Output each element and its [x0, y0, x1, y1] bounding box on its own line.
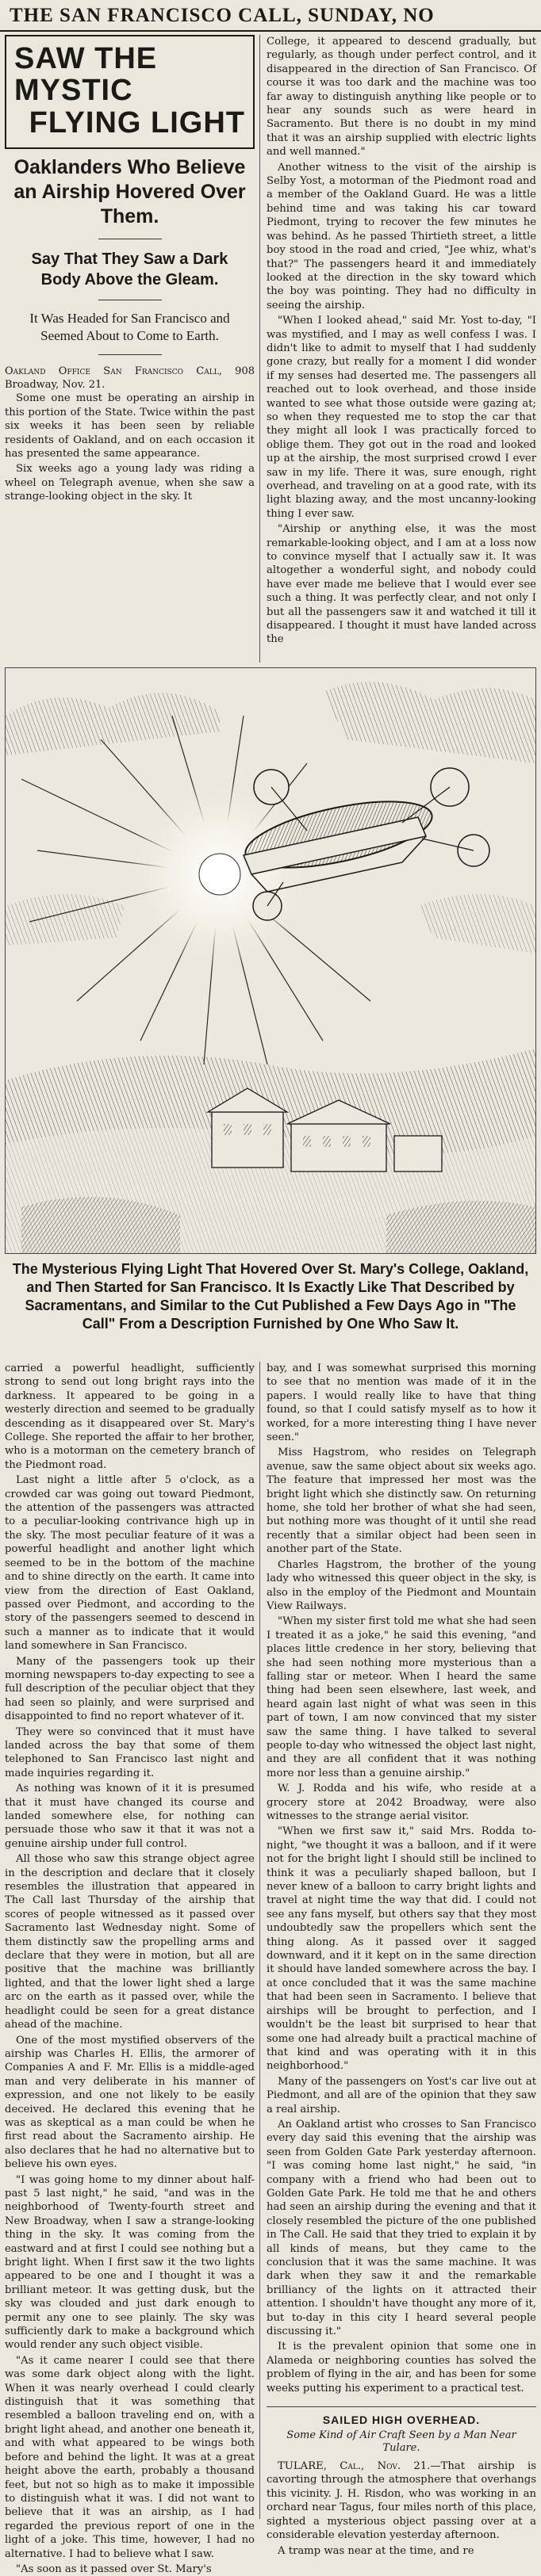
second-story-paragraph: A tramp was near at the time, and re	[278, 2544, 474, 2557]
airship-drawing	[6, 668, 535, 1253]
paragraph: It is the prevalent opinion that some one in Alameda or neighboring counties has solved the problem of flying in the air, and has been for some weeks putting his experiment to a practical test.	[267, 2341, 536, 2394]
dateline	[5, 365, 255, 392]
paragraph: As nothing was known of it it is presumed that it must have changed its course and landed somewhere else, for nothing can persuade those who saw it that it was not a genuine airship under full control.	[5, 1783, 255, 1850]
left-column-top	[5, 35, 260, 663]
paragraph: They were so convinced that it must have landed across the bay that some of them telephoned to San Francisco last night and made inquiries regarding it.	[5, 1726, 255, 1779]
masthead: THE SAN FRANCISCO CALL, SUNDAY, NO	[0, 0, 541, 32]
paragraph: Miss Hagstrom, who resides on Telegraph avenue, saw the same object about six weeks ago. The feature that impressed her most was the bright light which she distinctly saw. On returning home, she told her brother of what she had seen, but nothing more was thought of it until she read recently that a similar object had been seen in another part of the State.	[267, 1447, 536, 1556]
paragraph: Many of the passengers on Yost's car live out at Piedmont, and all are of the opinion that they saw a real airship.	[267, 2075, 536, 2115]
paragraph: One of the most mystified observers of the airship was Charles H. Ellis, the armorer of Companies A and F. Mr. Ellis is a middle-aged man and very deliberate in his manner of expression, and one not likely to be easily deceived. He declared this evening that he was as skeptical as a man could be when he first read about the Sacramento airship. He also declares that he had no alternative but to believe his own eyes.	[5, 2034, 255, 2171]
paragraph: "When we first saw it," said Mrs. Rodda to-night, "we thought it was a balloon, and if it were not for the bright light I should still be inclined to think it was a peculiarly shaped balloon, but I never knew of a balloon to carry bright lights and travel at night time the way that did. I could not see any fans myself, but others say that they most undoubtedly saw the propellers which sent the thing along. As it passed over it sagged downward, and it it kept on in the same direction it should have landed somewhere across the bay. I at once concluded that it was the same machine that had been seen in Sacramento. I believe that airships will be brought to perfection, and I wouldn't be the least bit surprised to hear that some one had already built a practical machine of that kind and was operating with it in this neighborhood."	[267, 1825, 536, 2073]
second-story-deck: Some Kind of Air Craft Seen by a Man Near Tulare.	[286, 2429, 516, 2455]
paragraph: carried a powerful headlight, sufficiently strong to send out long bright rays into the darkness. It appeared to be going in a westerly direction and seemed to be gradually descending as it disappeared over St. Mary's College. She reported the affair to her brother, who is a motorman on the cemetery branch of the Piedmont road.	[5, 1363, 255, 1471]
paragraph: "As soon as it passed over St. Mary's	[16, 2563, 212, 2575]
paragraph: bay, and I was somewhat surprised this morning to see that no mention was made of it in the papers. I would really like to have that thing found, so that I could satisfy myself as to how it worked, for a more interesting thing I have never seen."	[267, 1363, 536, 1444]
deck-primary: Oaklanders Who Believe an Airship Hovered Over Them.	[13, 156, 246, 227]
paragraph: Six weeks ago a young lady was riding a wheel on Telegraph avenue, when she saw a strange-looking object in the sky. It	[5, 463, 255, 503]
right-column-top	[267, 35, 536, 663]
landscape	[6, 1049, 535, 1253]
left-column-bottom	[5, 1362, 260, 2575]
second-story-headline: SAILED HIGH OVERHEAD.	[267, 2406, 536, 2426]
paragraph: "When I looked ahead," said Mr. Yost to-day, "I was mystified, and I may as well confess I was. I didn't like to admit to myself that I had suddenly gone crazy, but really for a moment I did wonder if my senses had deserted me. The passengers all reached out to look overhead, and those inside wanted to see what those outside were gazing at; so when they requested me to stop the car that they might all look I was practically forced to oblige them. They got out in the road and looked up at the airship, the most surprised crowd I ever saw in my life. There it was, sure enough, right overhead, and traveling on at a good rate, with its light blazing away, and the most uncanny-looking thing I ever saw.	[267, 315, 536, 520]
paragraph: "I was going home to my dinner about half-past 5 last night," he said, "and was in the neighborhood of Twenty-fourth street and New Broadway, when I saw a strange-looking thing in the sky. It was coming from the eastward and at first I could see nothing but a bright light. When I first saw it the two lights appeared to be one and I thought it was a brilliant meteor. It was getting dusk, but the sky was clouded and just dark enough to permit any one to see plainly. The sky was sufficiently dark to make a background which would render any such object visible.	[5, 2173, 255, 2352]
airship-illustration	[5, 667, 536, 1254]
paragraph: Many of the passengers took up their morning newspapers to-day expecting to see a full description of the peculiar object that they had seen so plainly, and were surprised and disappointed to find no report whatever of it.	[5, 1655, 255, 1723]
second-story-dateline: TULARE, Cal., Nov. 21.	[278, 2460, 431, 2473]
paragraph: Last night a little after 5 o'clock, as a crowded car was going out toward Piedmont, the attention of the passengers was attracted to a peculiar-looking contrivance high up in the sky. The most peculiar feature of it was a powerful headlight and another light which seemed to be in the bottom of the machine and to shine directly on the earth. It came into view from the direction of East Oakland, passed over Piedmont, and according to the story of the passengers seemed to descend in such a manner as to indicate that it would land somewhere in San Francisco.	[5, 1474, 255, 1653]
second-story-paragraph	[267, 2459, 536, 2542]
paragraph: "As it came nearer I could see that there was some dark object along with the light. When it was nearly overhead I could clearly distinguish that it was something that resembled a balloon traveling end on, with a bright light ahead, and another one beneath it, and with what appeared to be wings both before and behind the light. It was at a great height above the earth, probably a thousand feet, but not so high as to make it impossible to distinguish what it was. I did not want to believe that it was an airship, as I had regarded the previous report of one in the light of a joke. This time, however, I had no alternative. I had to believe what I saw.	[5, 2354, 255, 2560]
paragraph: All those who saw this strange object agree in the description and declare that it closely resembles the illustration that appeared in The Call last Thursday of the airship that scores of people witnessed as it passed over Sacramento last Wednesday night. Some of them distinctly saw the propelling arms and declare that they were in motion, but all are positive that the machine was brilliantly lighted, and that the lower light shed a large arc on the earth as it passed over, while the headlight could be seen for a great distance ahead of the machine.	[5, 1853, 255, 2031]
paragraph: "When my sister first told me what she had seen I treated it as a joke," he said this evening, "and places little credence in her story, believing that she had seen nothing more mysterious than a falling star or meteor. When I heard the same thing had been seen elsewhere, last week, and heard again last night of what was seen in this part of town, I am now convinced that my sister saw the same thing. I have talked to several people to-day who witnessed the object last night, and they are all confident that it was nothing more nor less than a genuine airship."	[267, 1615, 536, 1779]
headline-line-2: FLYING LIGHT	[29, 106, 245, 140]
right-column-bottom	[267, 1362, 537, 2557]
second-story-lead: —That airship is cavorting through the atmosphere that overhangs this vicinity. J. H. Risdon, who was working in an orchard near Tagus, four miles north of this place, sighted a mysterious object passing over at a considerable elevation yesterday afternoon.	[267, 2460, 537, 2542]
deck-tertiary: It Was Headed for San Francisco and Seemed About to Come to Earth.	[29, 311, 230, 343]
paragraph: Another witness to the visit of the airship is Selby Yost, a motorman of the Piedmont road and a member of the Oakland Guard. He was a little behind time and was taking his car toward Piedmont, trying to recover the few minutes he was behind. As he passed Thirtieth street, a little boy stood in the road and cried, "Jee whiz, what's that?" The passengers heard it and immediately looked at the direction in the sky toward which the boy was pointing. They had no difficulty in seeing the airship.	[267, 161, 536, 311]
illustration-caption: The Mysterious Flying Light That Hovered Over St. Mary's College, Oakland, and Then Started for San Francisco. It Is Exactly Like That Described by Sacramentans, and Similar to the Cut Published a Few Days Ago in "The Call" From a Description Furnished by One Who Saw It.	[12, 1261, 529, 1332]
deck-secondary: Say That They Saw a Dark Body Above the Gleam.	[31, 250, 228, 289]
headline-line-1: SAW THE MYSTIC	[14, 42, 158, 107]
paragraph: W. J. Rodda and his wife, who reside at a grocery store at 2042 Broadway, were also witnesses to the strange aerial visitor.	[267, 1783, 536, 1822]
dateline-text: 908 Broadway, Nov. 21.	[5, 365, 255, 392]
paragraph: "Airship or anything else, it was the most remarkable-looking object, and I am at a loss now to convince myself that I actually saw it. It was altogether a wonderful sight, and nobody could have ever made me believe that I would ever see such a thing. It was perfectly clear, and not only I but all the passengers saw it and watched it till it disappeared. I thought it must have landed across the	[267, 523, 536, 646]
paragraph: Some one must be operating an airship in this portion of the State. Twice within the past six weeks it has been seen by reliable residents of Oakland, and on each occasion it has presented the same appearance.	[5, 392, 255, 461]
dateline-place: Oakland Office San Francisco Call,	[5, 365, 222, 377]
paragraph: College, it appeared to descend gradually, but regularly, as though under perfect control, and it disappeared in the direction of San Francisco. Of course it was too dark and the machine was too far away to distinguish anything like people or to hear any sounds such as were heard in Sacramento. But there is no doubt in my mind that it was an airship supplied with electric lights and well manned."	[267, 36, 536, 159]
divider	[98, 354, 162, 355]
headlight	[199, 854, 240, 895]
headline-box	[5, 35, 255, 149]
paragraph: An Oakland artist who crosses to San Francisco every day said this evening that the airship was seen from Golden Gate Park yesterday afternoon. "I was coming home last night," he said, "in company with a friend who had been out to Golden Gate Park. He told me that he and others had seen an airship during the evening and that it closely resembled the picture of the one published in The Call. He said that they tried to explain it by all kinds of means, but they came to the conclusion that it was the same machine. It was dark when they saw it and the remarkable brilliancy of the lights on it attracted their attention. I shouldn't have thought any more of it, but to-day in this city I heard several people discussing it."	[267, 2118, 536, 2338]
paragraph: Charles Hagstrom, the brother of the young lady who witnessed this queer object in the sky, is also in the employ of the Piedmont and Mountain View Railways.	[267, 1558, 536, 1612]
